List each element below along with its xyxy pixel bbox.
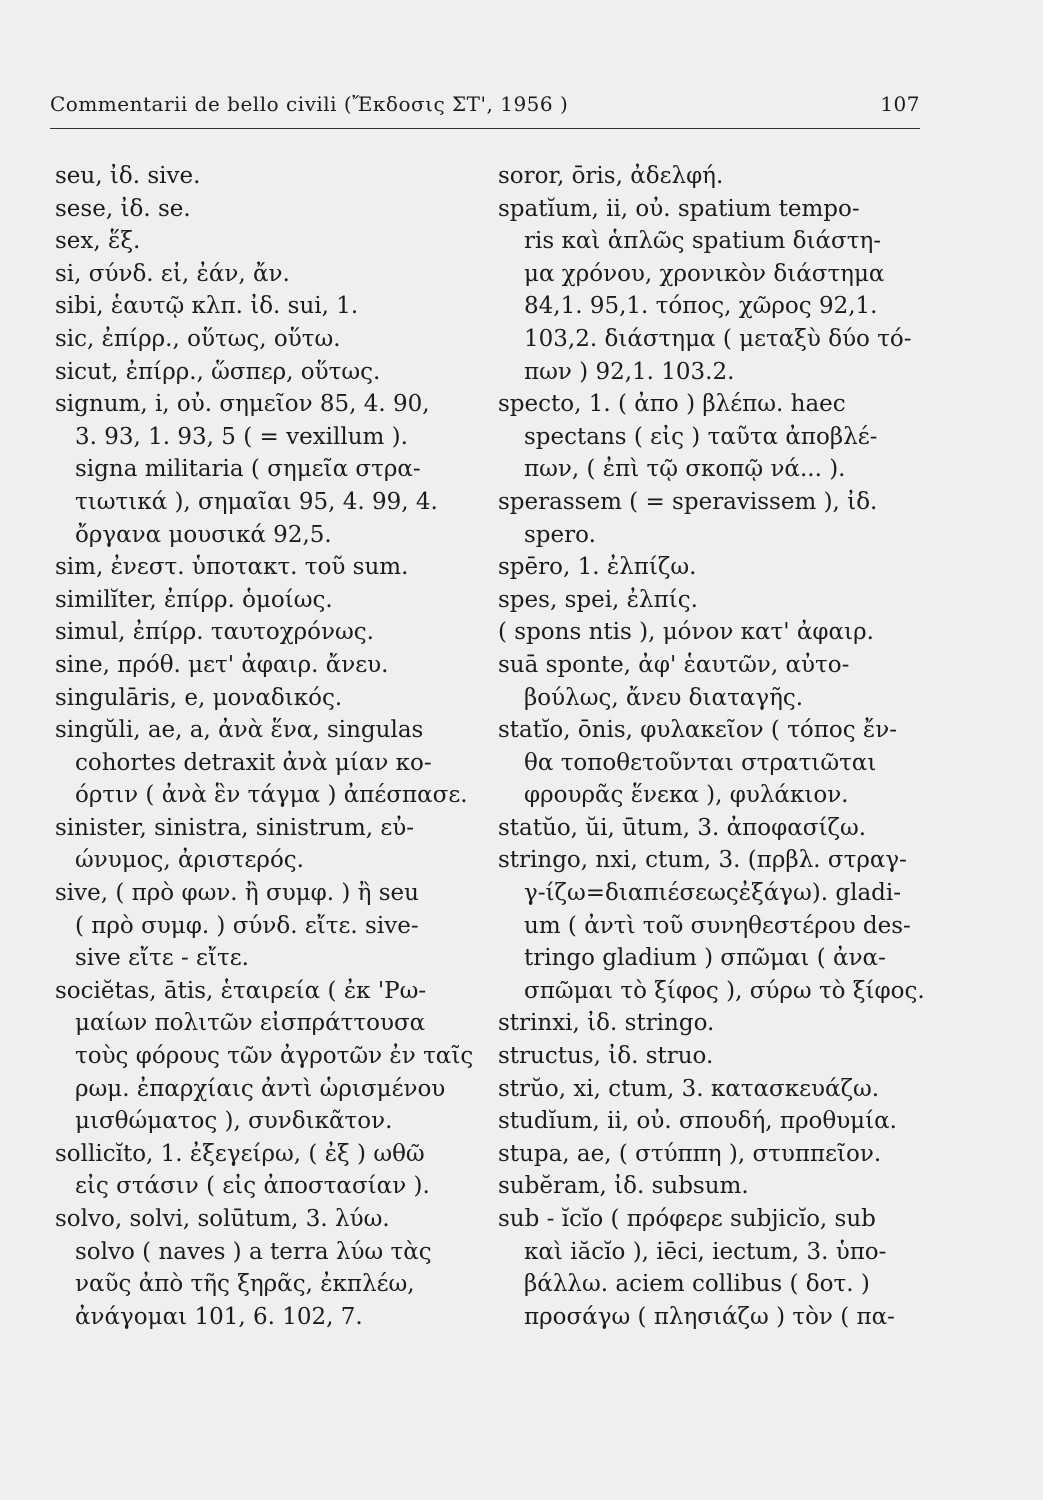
entry-continuation-line: γ-ίζω=διαπιέσεωςἐξάγω). gladi- <box>524 880 902 907</box>
entry-line: singŭli, ae, a, ἀνὰ ἕνα, singulas <box>55 717 424 744</box>
entry-continuation-line: καὶ iăcĭo ), iēci, iectum, 3. ὑπο- <box>524 1238 887 1265</box>
entry-continuation-line: ( πρὸ συμφ. ) σύνδ. εἴτε. sive- <box>75 912 419 939</box>
entry-line: ( spons ntis ), μόνον κατ' ἀφαιρ. <box>498 619 874 646</box>
entry-line: statŭo, ŭi, ūtum, 3. ἀποφασίζω. <box>498 814 867 841</box>
entry-continuation-line: spectans ( εἰς ) ταῦτα ἀποβλέ- <box>524 423 878 450</box>
entry-line: sperassem ( = speravissem ), ἰδ. <box>498 488 878 515</box>
entry-line: statĭo, ōnis, φυλακεῖον ( τόπος ἔν- <box>498 717 898 744</box>
entry-continuation-line: 3. 93, 1. 93, 5 ( = vexillum ). <box>75 423 408 450</box>
entry-continuation-line: ναῦς ἀπὸ τῆς ξηρᾶς, ἐκπλέω, <box>75 1271 415 1298</box>
entry-continuation-line: 84,1. 95,1. τόπος, χῶρος 92,1. <box>524 293 878 320</box>
entry-line: strinxi, ἰδ. stringo. <box>498 1010 715 1037</box>
entry-continuation-line: μαίων πολιτῶν εἰσπράττουσα <box>75 1010 426 1037</box>
entry-continuation-line: εἰς στάσιν ( εἰς ἀποστασίαν ). <box>75 1173 430 1200</box>
entry-line: similĭter, ἐπίρρ. ὁμοίως. <box>55 586 333 613</box>
entry-continuation-line: σπῶμαι τὸ ξίφος ), σύρω τὸ ξίφος. <box>524 977 925 1004</box>
entry-line: structus, ἰδ. struo. <box>498 1043 714 1070</box>
entry-line: suā sponte, ἀφ' ἑαυτῶν, αὐτο- <box>498 651 850 678</box>
entry-continuation-line: ὄργανα μουσικά 92,5. <box>75 521 332 548</box>
entry-continuation-line: πων, ( ἐπὶ τῷ σκοπῷ νά... ). <box>524 456 846 483</box>
entry-continuation-line: προσάγω ( πλησιάζω ) τὸν ( πα- <box>524 1303 895 1330</box>
entry-line: spēro, 1. ἐλπίζω. <box>498 554 697 581</box>
entry-continuation-line: um ( ἀντὶ τοῦ συνηθεστέρου des- <box>524 912 911 939</box>
entry-line: sibi, ἑαυτῷ κλπ. ἰδ. sui, 1. <box>55 293 359 320</box>
entry-continuation-line: cohortes detraxit ἀνὰ μίαν κο- <box>75 749 432 776</box>
entry-continuation-line: πων ) 92,1. 103.2. <box>524 358 735 385</box>
entry-continuation-line: βούλως, ἄνευ διαταγῆς. <box>524 684 804 711</box>
entry-continuation-line: μισθώματος ), συνδικᾶτον. <box>75 1108 393 1135</box>
entry-line: si, σύνδ. εἰ, ἐάν, ἄν. <box>55 260 290 287</box>
entry-continuation-line: τιωτικά ), σημαῖαι 95, 4. 99, 4. <box>75 488 438 515</box>
entry-line: sese, ἰδ. se. <box>55 195 191 222</box>
entry-line: sollicĭto, 1. ἐξεγείρω, ( ἐξ ) ωθῶ <box>55 1140 425 1167</box>
entry-continuation-line: ώνυμος, ἀριστερός. <box>75 847 304 874</box>
right-column <box>498 160 923 1333</box>
entry-line: spatĭum, ii, οὐ. spatium tempo- <box>498 195 860 222</box>
entry-line: spes, spei, ἐλπίς. <box>498 586 698 613</box>
entry-continuation-line: ἀνάγομαι 101, 6. 102, 7. <box>75 1303 363 1330</box>
header-rule <box>50 128 920 129</box>
header-title: Commentarii de bello civili (Ἔκδοσις ΣΤ', 1956 ) <box>50 92 569 116</box>
left-column <box>55 160 475 1333</box>
entry-continuation-line: βάλλω. aciem collibus ( δοτ. ) <box>524 1271 870 1298</box>
entry-line: soror, ōris, ἀδελφή. <box>498 163 724 189</box>
entry-continuation-line: φρουρᾶς ἕνεκα ), φυλάκιον. <box>524 782 849 809</box>
entry-continuation-line: signa militaria ( σημεῖα στρα- <box>75 456 421 483</box>
entry-continuation-line: solvo ( naves ) a terra λύω τὰς <box>75 1238 432 1265</box>
entry-line: strŭo, xi, ctum, 3. κατασκευάζω. <box>498 1075 880 1102</box>
entry-line: sociĕtas, ātis, ἑταιρεία ( ἐκ 'Ρω- <box>55 977 427 1004</box>
entry-line: sinister, sinistra, sinistrum, εὐ- <box>55 814 415 841</box>
entry-continuation-line: spero. <box>524 521 596 548</box>
entry-line: seu, ἰδ. sive. <box>55 163 201 189</box>
entry-line: stupa, ae, ( στύππη ), στυππεῖον. <box>498 1140 882 1167</box>
entry-line: sim, ἐνεστ. ὑποτακτ. τοῦ sum. <box>55 554 409 581</box>
entry-line: sicut, ἐπίρρ., ὥσπερ, οὕτως. <box>55 358 381 385</box>
entry-continuation-line: ρωμ. ἐπαρχίαις ἀντὶ ὡρισμένου <box>75 1075 446 1102</box>
entry-line: signum, i, οὐ. σημεῖον 85, 4. 90, <box>55 391 430 418</box>
entry-continuation-line: sive εἴτε - εἴτε. <box>75 945 249 972</box>
entry-line: singulāris, e, μοναδικός. <box>55 684 343 711</box>
entry-continuation-line: ris καὶ ἁπλῶς spatium διάστη- <box>524 228 882 255</box>
entry-continuation-line: τοὺς φόρους τῶν ἀγροτῶν ἐν ταῖς <box>75 1043 474 1070</box>
entry-line: subĕram, ἰδ. subsum. <box>498 1173 749 1200</box>
entry-line: simul, ἐπίρρ. ταυτοχρόνως. <box>55 619 374 646</box>
entry-continuation-line: όρτιν ( ἀνὰ ἓν τάγμα ) ἀπέσπασε. <box>75 782 468 809</box>
entry-line: specto, 1. ( ἀπο ) βλέπω. haec <box>498 391 846 418</box>
entry-continuation-line: tringo gladium ) σπῶμαι ( ἀνα- <box>524 945 886 972</box>
entry-line: sex, ἕξ. <box>55 228 141 255</box>
entry-line: sine, πρόθ. μετ' ἀφαιρ. ἄνευ. <box>55 651 389 678</box>
entry-continuation-line: 103,2. διάστημα ( μεταξὺ δύο τό- <box>524 325 912 352</box>
entry-line: studĭum, ii, οὐ. σπουδή, προθυμία. <box>498 1108 897 1135</box>
entry-line: sive, ( πρὸ φων. ἢ συμφ. ) ἢ seu <box>55 880 419 907</box>
entry-continuation-line: θα τοποθετοῦνται στρατιῶται <box>524 749 877 776</box>
entry-line: solvo, solvi, solūtum, 3. λύω. <box>55 1206 390 1232</box>
entry-line: sic, ἐπίρρ., οὕτως, οὕτω. <box>55 325 341 352</box>
page-number: 107 <box>880 92 920 116</box>
entry-continuation-line: μα χρόνου, χρονικὸν διάστημα <box>524 260 885 287</box>
entry-line: sub - ĭcĭo ( πρόφερε subjicĭo, sub <box>498 1206 876 1232</box>
entry-line: stringo, nxi, ctum, 3. (πρβλ. στραγ- <box>498 847 907 874</box>
